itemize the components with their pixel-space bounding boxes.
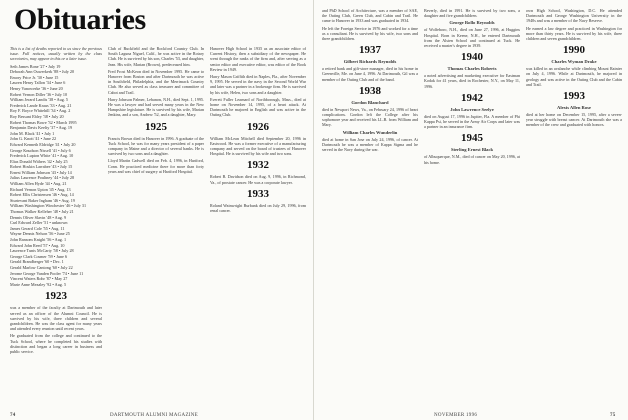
death-roll-entry: Robert Ellis Christensen '46 • Aug. 14 (10, 192, 74, 198)
death-roll-entry: Julius Laurence Poultney '44 • July 28 (10, 175, 75, 181)
issue-date: NOVEMBER 1996 (434, 413, 478, 418)
right-page (314, 0, 628, 420)
column-3: Hanover High School in 1935 as an associate editor of Current History, then a subsidiary of the newspaper. He went through the ranks of the firm and, after serving as a senior editor and executive editor, was editor of the Book Review in 1949. Harry Mason Griffith died in Naples, Fla., after November 9, 1995. He served in the navy in the Second World War and later was a partner in a brokerage firm. He is survived by his wife, Helen, two sons and a daughter. Everett Fuller Learnard of Northborough, Mass., died at home on November 14, 1995, of a heart attack. At Dartmouth he majored in English and was active in the Outing Club. 1926 William McLean Mitchell died September 20, 1996 in Eastwood. He was a former executive of a manufacturing company and served on the board of trustees of Hanover Hospital. He is survived by his wife and two sons. 1932 Robert B. Davidson died on Aug. 9, 1996, in Richmond, Va., of prostate cancer. He was a corporate lawyer. 1933 Roland Wainwright Burbank died on July 29, 1996, from renal cancer. (210, 46, 306, 214)
year-heading: 1937 (359, 44, 381, 57)
year-heading: 1990 (563, 44, 585, 57)
death-roll-entry: Frederick Lupton White '41 • Aug. 10 (10, 153, 74, 159)
death-roll-entry: Gerald Brandberger '60 • Dec. 1 (10, 259, 64, 265)
death-roll-entry: Laurence Tunis McCarty '58 • July 28 (10, 248, 74, 254)
page-number: 75 (610, 413, 616, 418)
death-roll-entry: Edward Kenneth Eldridge '41 • July 20 (10, 141, 76, 147)
death-roll-entry: Emory Price Jr. '30 • June 15 (10, 74, 59, 80)
obituary-name: Sterling Ernest Black (450, 147, 494, 153)
magazine-name: DARTMOUTH ALUMNI MAGAZINE (110, 413, 199, 418)
year-heading: 1926 (247, 120, 269, 133)
obituary-name: John Lawrence Seelye (450, 106, 494, 112)
obituary-name: Alexis Allen Rose (557, 105, 591, 111)
death-roll-entry: Robert Hoskin Larrabee '43 • July 15 (10, 164, 73, 170)
death-roll-entry: Roy F. Boyce Whitehill '34 • Aug. 2 (10, 108, 71, 114)
death-roll-entry: Benjamin Davis Keelty '37 • Aug. 19 (10, 125, 73, 131)
death-roll-entry: Roy Bessant Ebley '38 • July 20 (10, 113, 64, 119)
year-heading: 1942 (461, 91, 483, 104)
death-roll-entry: Lauren Henry Tallon '34 • June 6 (10, 80, 66, 86)
year-heading-1933: 1933 (247, 187, 269, 200)
obituary-name: Thomas Charles Roberts (447, 66, 497, 72)
death-roll-entry: Deborah Ann Ouwerkerk '88 • July 20 (10, 69, 75, 75)
death-roll-entry: John Ransom Knight '56 • Aug. 1 (10, 237, 67, 243)
obituary-name: Gilbert Richards Reynolds (343, 59, 397, 65)
death-roll-entry: Wayne Dennis Nelson '56 • June 25 (10, 231, 70, 237)
column-5: Beverly, died in 1991. He is survived by two sons, a daughter and five grandchildren. George Rollo Reynolds of Wolfeboro, N.H., died on June 27, 1996, at Huggins Hospital. Born in Keene, N.H., he entered Dartmouth from the Alsten School and continued at Tuck. He received a master's degree in 1939. 1940 Thomas Charles Roberts a noted advertising and marketing executive for Eastman Kodak for 41 years, died in Rochester, N.Y., on May 11, 1996. 1942 John Lawrence Seelye died on August 17, 1996 in Jupiter, Fla. A member of Phi Kappa Psi, he served in the Army Air Corps and later was a partner in an insurance firm. 1945 Sterling Ernest Black of Albuquerque, N.M., died of cancer on May 20, 1996, at his home. (424, 8, 520, 165)
page-title: Obituaries (14, 3, 146, 36)
year-heading: 1923 (45, 290, 67, 303)
year-heading-1932: 1932 (247, 159, 269, 172)
death-roll-entry: John M. Black '41 • July 1 (10, 130, 55, 136)
death-roll-entry: Ernest William Johnson '43 • July 14 (10, 169, 72, 175)
death-roll-entry: William Washington Winchester '46 • July 31 (10, 203, 87, 209)
death-roll-entry: Edward John Reed '57 • Aug. 10 (10, 242, 65, 248)
death-roll-entry: Elias Donald Withers '42 • July 25 (10, 158, 68, 164)
year-heading: 1938 (359, 84, 381, 97)
death-roll-entry: Dennis Oliver Slavin '48 • Aug. 9 (10, 214, 67, 220)
obituary-name: George Rollo Reynolds (449, 20, 495, 26)
death-roll-entry: Frederick Lande Kraus '33 • Aug. 21 (10, 102, 72, 108)
obituary-name: Gordon Blanchard (351, 99, 389, 105)
death-roll-entry: Marie Anne Mezaley '92 • Aug. 5 (10, 281, 67, 287)
death-roll-entry: Sturtevant Baker Ingham '46 • Aug. 19 (10, 197, 75, 203)
death-roll-entry: Richard Vernon Upton '45 • Aug. 13 (10, 186, 71, 192)
death-roll-entry: James Gerard Cole '55 • Aug. 11 (10, 225, 65, 231)
left-footer (10, 413, 16, 418)
column-6: own High School, Washington, D.C. He attended Dartmouth and George Washington University in the 1940s and was a member of the Navy Reserve. He earned a law degree and practiced in Washington for more than thirty years. He is survived by his wife, three children and seven grandchildren. 1990 Charles Wyman Drake was killed in an avalanche while climbing Mount Rainier on July 4, 1996. While at Dartmouth, he majored in geology and was active in the Outing Club and the Cabin and Trail. 1993 Alexis Allen Rose died at her home on December 15, 1995, after a seven-year struggle with breast cancer. At Dartmouth she was a member of the crew and graduated with honors. (526, 8, 622, 128)
obituary-name: William Charles Wunderlin (342, 129, 398, 135)
death-roll-entry: Thomas Walker Kelleher '48 • July 21 (10, 209, 74, 215)
death-roll-entry: Seth James Bone '27 • July 19 (10, 63, 61, 69)
death-roll-entry: Henry Vanowerke '36 • June 20 (10, 85, 63, 91)
obituary-name: Charles Wyman Drake (551, 59, 597, 65)
death-roll-entry: Gerald Marlow Cantong '60 • July 22 (10, 264, 73, 270)
death-roll-list (10, 64, 102, 288)
death-roll-entry: Vincent Waters Rohr '87 • May 27 (10, 276, 68, 282)
column-2: Club of Buckfield and the Rockford Country Club. In South Laguna Niguel, Calif., he was active in the Rotary Club. He is survived by his son, Charles '53, and daughter, Jean. His wife, Marian (Brown), predeceased him. Fred Frost McKeon died in November 1995. He came to Hanover from Boston and after Dartmouth he was active in Southfield, Philadelphia, and the Merrimack Country Club. He also served as class treasurer and committee of Cabot and Trail. Harry Johnson Palmer, Lebanon, N.H., died Sept. 1, 1995. He was a lawyer and had served many years in the New Hampshire legislature. He is survived by his wife, Marian Jenkins, and a son, Andrew '52, and a daughter, Mary. 1925 Francis Brown died in Hanover in 1996. A graduate of the Tuck School, he was for many years president of a paper company in Maine and a director of several banks. He is survived by two sons and a daughter. Lloyd Martin Cadwell died on Feb. 4, 1996, in Hartford, Conn. He practiced medicine there for more than forty years and was chief of surgery at Hartford Hospital. (108, 46, 204, 174)
intro-text: This is a list of deaths reported to us since the previous issue. Full notices, usually written by the class secretaries, may appear in this or a later issue. (10, 46, 102, 62)
year-heading: 1945 (461, 132, 483, 145)
death-roll-entry: John G. Knott '41 • June 22 (10, 136, 57, 142)
column-4: and PhD School of Architecture, was a member of SAE, the Outing Club, Green Club, and Cabin and Trail. He came to Hanover in 1933 and was graduated in 1934. He left the Foreign Service in 1976 and worked for a time as a consultant. He is survived by his wife, two sons and three grandchildren. 1937 Gilbert Richards Reynolds a retired bank and gift-store manager, died in his home in Greenville, Me. on June 4, 1996. At Dartmouth, Gil was a member of the Outing Club and of the band. 1938 Gordon Blanchard died in Newport News, Va., on February 24, 1996 of heart complications. Gordon left the College after his sophomore year and received his LL.B. from William and Mary. William Charles Wunderlin died at home in San Jose on July 24, 1996, of cancer. At Dartmouth he was a member of Kappa Sigma and he served in the Navy during the war. (322, 8, 418, 153)
death-roll-entry: George Clark Cosmer '59 • June 6 (10, 253, 68, 259)
death-roll-entry: Robert Vernon Diller '36 • July 10 (10, 91, 68, 97)
death-roll-entry: George Knudson Nissell '41 • July 6 (10, 147, 71, 153)
death-roll-entry: Carl Edward Zeller '51 • unknown (10, 220, 68, 226)
death-roll-entry: William Jerard Landis '38 • Aug. 5 (10, 97, 68, 103)
column-1: This is a list of deaths reported to us since the previous issue. Full notices, usually written by the class secretaries, may appear in this or a later issue. Seth James Bone '27 • July 19 Deborah Ann Ouwerkerk '88 • July 20 Emory Price Jr. '30 • June 15 Lauren Henry Tallon '34 • June 6 Henry Vanowerke '36 • June 20 Robert Vernon Diller '36 • July 10 William Jerard Landis '38 • Aug. 5 Frederick Lande Kraus '33 • Aug. 21 Roy F. Boyce Whitehill '34 • Aug. 2 Roy Bessant Ebley '38 • July 20 Robert Thomas Bowe '32 • March 1995 Benjamin Davis Keelty '37 • Aug. 19 John M. Black '41 • July 1 John G. Knott '41 • June 22 Edward Kenneth Eldridge '41 • July 20 George Knudson Nissell '41 • July 6 Frederick Lupton White '41 • Aug. 10 Elias Donald Withers '42 • July 25 Robert Hoskin Larrabee '43 • July 15 Ernest William Johnson '43 • July 14 Julius Laurence Poultney '44 • July 28 William Allen Hyde '44 • Aug. 21 Richard Vernon Upton '45 • Aug. 13 Robert Ellis Christensen '46 • Aug. 14 Sturtevant Baker Ingham '46 • Aug. 19 William Washington Winchester '46 • July 31 Thomas Walker Kelleher '48 • July 21 Dennis Oliver Slavin '48 • Aug. 9 Carl Edward Zeller '51 • unknown James Gerard Cole '55 • Aug. 11 Wayne Dennis Nelson '56 • June 25 John Ransom Knight '56 • Aug. 1 Edward John Reed '57 • Aug. 10 Laurence Tunis McCarty '58 • July 28 George Clark Cosmer '59 • June 6 Gerald Brandberger '60 • Dec. 1 Gerald Marlow Cantong '60 • July 22 Jerome George Vanden Pooler '74 • June 11 Vincent Waters Rohr '87 • May 27 Marie Anne Mezaley '92 • Aug. 5 1923 was a member of the faculty at Dartmouth and later served as an officer of the Alumni Council. He is survived by his wife, three children and several grandchildren. He was the class agent for many years and attended every reunion until recent years. He graduated from the college and continued to the Tuck School, where he completed his studies with distinction and began a long career in business and public service. (10, 46, 102, 354)
death-roll-entry: Jerome George Vanden Pooler '74 • June 11 (10, 270, 84, 276)
death-roll-entry: Robert Thomas Bowe '32 • March 1995 (10, 119, 77, 125)
year-heading: 1993 (563, 90, 585, 103)
page-number: 74 (10, 413, 16, 418)
year-heading: 1925 (145, 120, 167, 133)
death-roll-entry: William Allen Hyde '44 • Aug. 21 (10, 181, 67, 187)
year-heading: 1940 (461, 51, 483, 64)
